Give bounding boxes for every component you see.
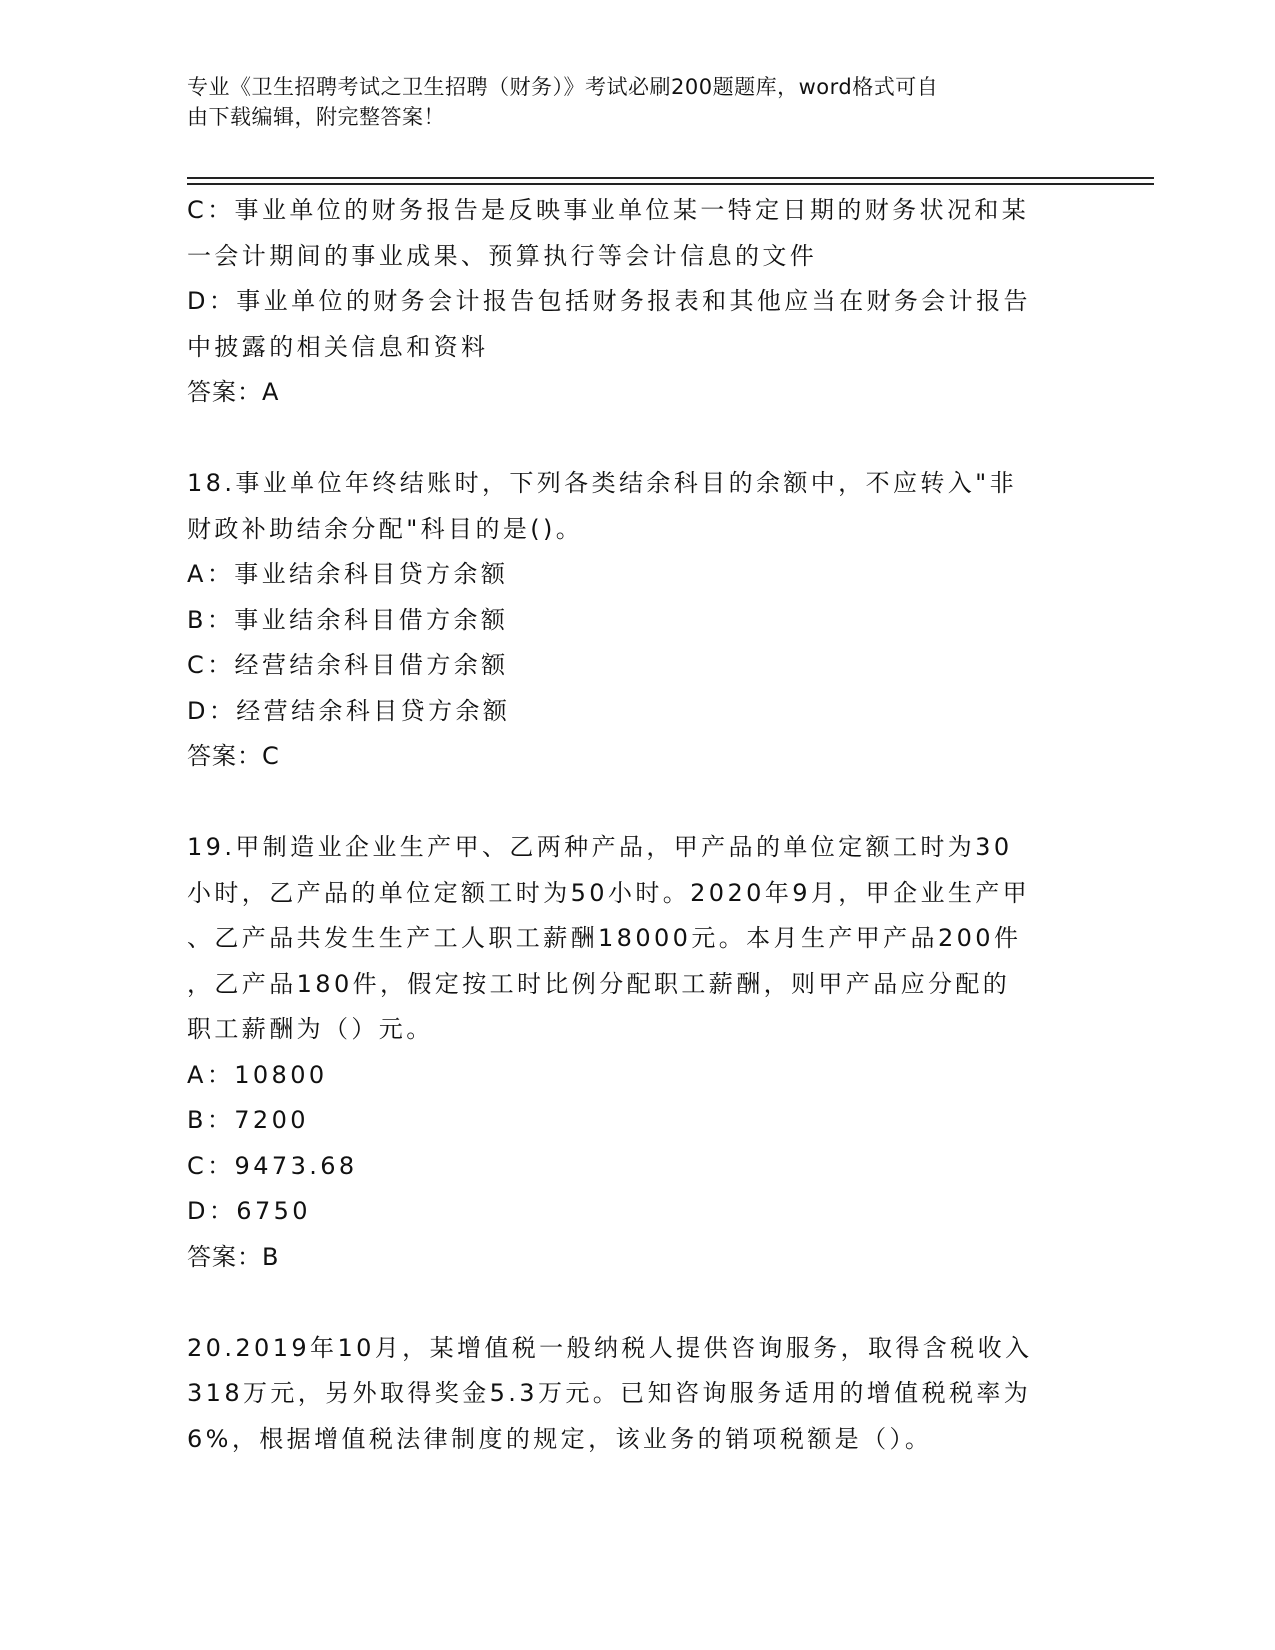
q20-stem-line-2: 318万元，另外取得奖金5.3万元。已知咨询服务适用的增值税税率为 (187, 1379, 1032, 1407)
spacer (187, 416, 1087, 462)
q17-option-d-line-1: D：事业单位的财务会计报告包括财务报表和其他应当在财务会计报告 (187, 287, 1031, 315)
q20-stem-line-3: 6%，根据增值税法律制度的规定，该业务的销项税额是（）。 (187, 1424, 933, 1453)
question-20 (187, 1326, 1087, 1463)
question-17-tail (187, 188, 1087, 416)
q19-option-a: A：10800 (187, 1060, 328, 1089)
q20-stem-line-1: 20.2019年10月，某增值税一般纳税人提供咨询服务，取得含税收入 (187, 1333, 1033, 1362)
q18-option-b: B：事业结余科目借方余额 (187, 605, 509, 634)
q18-stem-line-1: 18.事业单位年终结账时，下列各类结余科目的余额中，不应转入"非 (187, 469, 1018, 497)
q18-answer: 答案：C (187, 742, 280, 770)
question-18 (187, 461, 1087, 780)
q17-option-c-line-1: C：事业单位的财务报告是反映事业单位某一特定日期的财务状况和某 (187, 196, 1030, 224)
q18-option-a: A：事业结余科目贷方余额 (187, 560, 509, 588)
q17-option-c-line-2: 一会计期间的事业成果、预算执行等会计信息的文件 (187, 241, 818, 270)
q19-stem-line-2: 小时，乙产品的单位定额工时为50小时。2020年9月，甲企业生产甲 (187, 878, 1031, 907)
q17-option-d-line-2: 中披露的相关信息和资料 (187, 332, 489, 361)
q18-option-c: C：经营结余科目借方余额 (187, 651, 509, 679)
q18-option-d: D：经营结余科目贷方余额 (187, 696, 511, 725)
q18-stem-line-2: 财政补助结余分配"科目的是()。 (187, 514, 584, 543)
header-line-2: 由下载编辑，附完整答案！ (187, 105, 445, 129)
q19-stem-line-5: 职工薪酬为（）元。 (187, 1015, 434, 1043)
document-header (187, 72, 1067, 132)
question-19 (187, 825, 1087, 1280)
question-content (187, 188, 1087, 1462)
q19-stem-line-4: ，乙产品180件，假定按工时比例分配职工薪酬，则甲产品应分配的 (187, 969, 1011, 998)
spacer (187, 780, 1087, 826)
spacer (187, 1280, 1087, 1326)
header-divider-bottom (187, 183, 1154, 185)
header-line-1: 专业《卫生招聘考试之卫生招聘（财务）》考试必刷200题题库，word格式可自 (187, 75, 939, 99)
q19-option-b: B：7200 (187, 1106, 309, 1134)
q19-stem-line-1: 19.甲制造业企业生产甲、乙两种产品，甲产品的单位定额工时为30 (187, 833, 1013, 861)
q19-answer: 答案：B (187, 1242, 280, 1271)
q19-option-d: D：6750 (187, 1197, 311, 1225)
q19-option-c: C：9473.68 (187, 1151, 358, 1180)
header-divider-top (187, 177, 1154, 179)
q17-answer: 答案：A (187, 378, 280, 406)
q19-stem-line-3: 、乙产品共发生生产工人职工薪酬18000元。本月生产甲产品200件 (187, 924, 1022, 952)
